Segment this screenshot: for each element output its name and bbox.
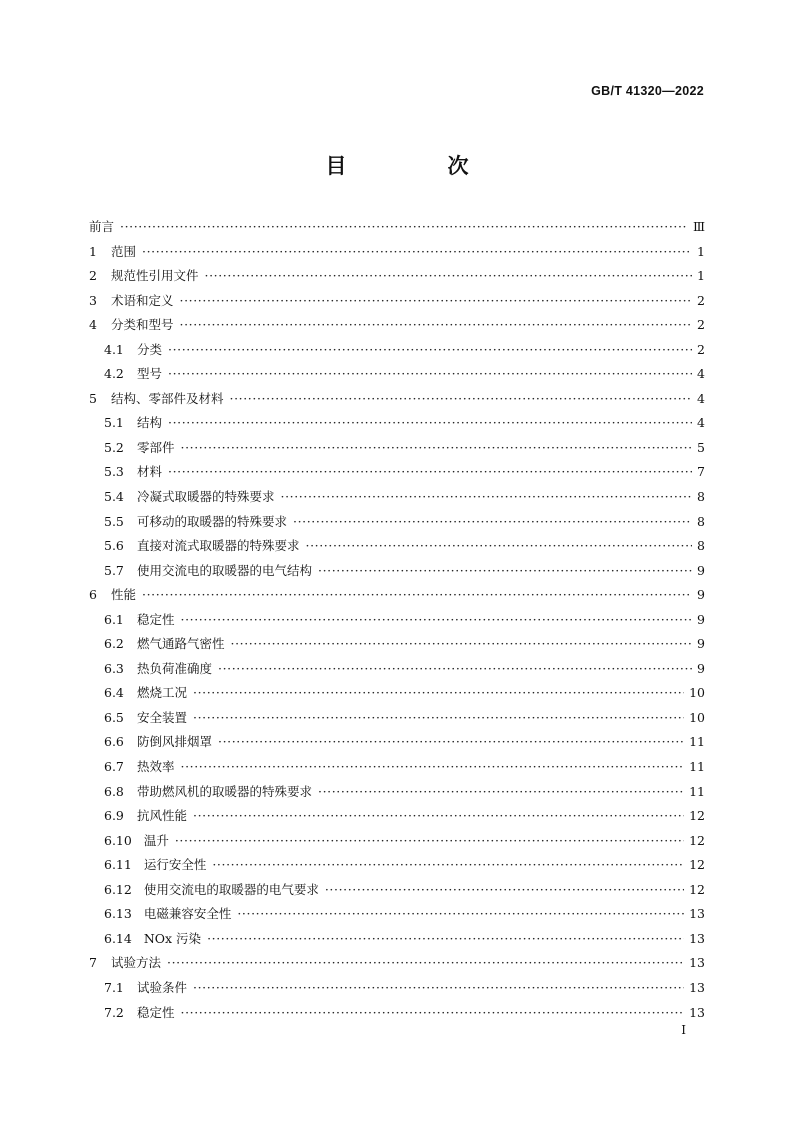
toc-dot-leader bbox=[207, 927, 684, 952]
toc-entry-label: 结构、零部件及材料 bbox=[111, 390, 224, 406]
toc-entry[interactable] bbox=[89, 264, 705, 289]
toc-entry-page: 8 bbox=[697, 538, 705, 554]
toc-entry-label: 冷凝式取暖器的特殊要求 bbox=[137, 489, 275, 505]
toc-entry-number: 2 bbox=[89, 268, 97, 284]
toc-entry-number: 5.5 bbox=[104, 513, 124, 529]
table-of-contents bbox=[89, 215, 705, 1025]
toc-dot-leader bbox=[181, 1001, 685, 1026]
toc-entry-page: 13 bbox=[689, 1004, 705, 1020]
toc-dot-leader bbox=[318, 559, 692, 584]
toc-entry-label: 带助燃风机的取暖器的特殊要求 bbox=[137, 783, 313, 799]
toc-entry[interactable] bbox=[89, 951, 705, 976]
toc-entry-label: 前言 bbox=[89, 219, 115, 234]
toc-entry-label: 术语和定义 bbox=[111, 292, 174, 308]
toc-entry[interactable] bbox=[89, 1001, 705, 1026]
toc-entry-page: 8 bbox=[697, 489, 705, 505]
toc-entry-number: 6.2 bbox=[104, 636, 124, 652]
toc-entry[interactable] bbox=[89, 510, 705, 535]
toc-entry-page: 13 bbox=[689, 979, 705, 995]
toc-dot-leader bbox=[231, 632, 692, 657]
toc-entry-page: 12 bbox=[689, 832, 705, 848]
toc-entry[interactable] bbox=[89, 559, 705, 584]
toc-entry-label: 范围 bbox=[111, 243, 137, 259]
toc-entry-number: 5.6 bbox=[104, 538, 124, 554]
toc-entry-number: 6.6 bbox=[104, 734, 124, 750]
toc-entry-number: 6.9 bbox=[104, 808, 124, 824]
toc-entry[interactable] bbox=[89, 657, 705, 682]
toc-entry-label: 燃烧工况 bbox=[137, 685, 188, 701]
toc-entry-label: 热负荷准确度 bbox=[137, 660, 213, 676]
toc-entry[interactable] bbox=[89, 362, 705, 387]
toc-dot-leader bbox=[181, 608, 692, 633]
toc-entry-number: 6 bbox=[89, 587, 97, 603]
toc-entry-page: 11 bbox=[689, 783, 705, 799]
toc-entry[interactable] bbox=[89, 902, 705, 927]
toc-entry[interactable] bbox=[89, 706, 705, 731]
toc-entry-label: NOx 污染 bbox=[143, 930, 202, 946]
toc-entry[interactable] bbox=[89, 730, 705, 755]
toc-dot-leader bbox=[193, 804, 684, 829]
toc-entry-page: 1 bbox=[697, 243, 705, 259]
toc-entry-label: 试验方法 bbox=[111, 955, 162, 971]
toc-dot-leader bbox=[281, 485, 692, 510]
toc-entry-page: 5 bbox=[697, 439, 705, 455]
toc-dot-leader bbox=[218, 730, 684, 755]
toc-entry-number: 6.12 bbox=[104, 881, 132, 897]
toc-entry-label: 分类和型号 bbox=[111, 317, 174, 333]
toc-entry[interactable] bbox=[89, 755, 705, 780]
toc-entry-number: 5.7 bbox=[104, 562, 124, 578]
toc-entry-number: 4.1 bbox=[104, 341, 124, 357]
toc-entry-page: 11 bbox=[689, 734, 705, 750]
toc-entry-number: 6.11 bbox=[104, 857, 132, 873]
toc-entry-label: 材料 bbox=[137, 464, 163, 480]
toc-entry-label: 电磁兼容安全性 bbox=[143, 906, 232, 922]
toc-dot-leader bbox=[193, 706, 684, 731]
footer-page-number: Ⅰ bbox=[681, 1023, 686, 1037]
toc-entry-page: 2 bbox=[697, 292, 705, 308]
toc-entry[interactable] bbox=[89, 387, 705, 412]
toc-entry-number: 6.8 bbox=[104, 783, 124, 799]
toc-dot-leader bbox=[168, 338, 692, 363]
toc-dot-leader bbox=[325, 878, 684, 903]
toc-entry[interactable] bbox=[89, 240, 705, 265]
page-title: 目 次 bbox=[325, 153, 509, 178]
toc-entry-label: 温升 bbox=[143, 832, 169, 848]
standard-code: GB/T 41320—2022 bbox=[591, 84, 704, 98]
toc-entry-label: 稳定性 bbox=[137, 1004, 175, 1020]
toc-dot-leader bbox=[142, 583, 692, 608]
toc-entry-number: 4.2 bbox=[104, 366, 124, 382]
toc-dot-leader bbox=[218, 657, 692, 682]
toc-entry-label: 结构 bbox=[137, 415, 163, 431]
toc-entry[interactable] bbox=[89, 804, 705, 829]
toc-entry-label: 型号 bbox=[137, 366, 163, 382]
toc-dot-leader bbox=[205, 264, 692, 289]
toc-entry-page: 9 bbox=[697, 636, 705, 652]
toc-entry-number: 5 bbox=[89, 390, 97, 406]
toc-entry[interactable] bbox=[89, 411, 705, 436]
toc-entry-number: 5.2 bbox=[104, 439, 124, 455]
toc-entry-label: 直接对流式取暖器的特殊要求 bbox=[137, 538, 300, 554]
toc-dot-leader bbox=[168, 460, 692, 485]
toc-entry-number: 7.1 bbox=[104, 979, 124, 995]
toc-entry-page: 1 bbox=[697, 268, 705, 284]
toc-entry-label: 稳定性 bbox=[137, 611, 175, 627]
toc-entry-page: 7 bbox=[697, 464, 705, 480]
toc-entry-page: 2 bbox=[697, 317, 705, 333]
toc-entry-number: 6.5 bbox=[104, 709, 124, 725]
toc-entry[interactable] bbox=[89, 853, 705, 878]
toc-entry-page: 2 bbox=[697, 341, 705, 357]
toc-entry-label: 防倒风排烟罩 bbox=[137, 734, 213, 750]
toc-entry-page: 9 bbox=[697, 562, 705, 578]
toc-entry[interactable] bbox=[89, 780, 705, 805]
toc-entry-page: 12 bbox=[689, 881, 705, 897]
toc-entry[interactable] bbox=[89, 927, 705, 952]
toc-entry-label: 运行安全性 bbox=[143, 857, 207, 873]
toc-entry[interactable] bbox=[89, 485, 705, 510]
toc-entry-page: 4 bbox=[697, 366, 705, 382]
toc-entry[interactable] bbox=[89, 289, 705, 314]
toc-entry-page: 13 bbox=[689, 906, 705, 922]
toc-entry-label: 性能 bbox=[111, 587, 137, 603]
toc-entry-number: 4 bbox=[89, 317, 97, 333]
toc-entry-page: 12 bbox=[689, 857, 705, 873]
toc-entry-page: 8 bbox=[697, 513, 705, 529]
toc-dot-leader bbox=[168, 411, 692, 436]
toc-entry-label: 分类 bbox=[137, 341, 163, 357]
toc-entry-label: 零部件 bbox=[137, 439, 175, 455]
toc-entry-number: 1 bbox=[89, 243, 97, 259]
toc-dot-leader bbox=[167, 951, 684, 976]
toc-entry[interactable] bbox=[89, 338, 705, 363]
toc-entry-number: 3 bbox=[89, 292, 97, 308]
toc-dot-leader bbox=[318, 780, 684, 805]
toc-entry[interactable] bbox=[89, 976, 705, 1001]
toc-entry[interactable] bbox=[89, 215, 705, 240]
toc-entry-number: 6.10 bbox=[104, 832, 132, 848]
toc-entry-number: 6.3 bbox=[104, 660, 124, 676]
toc-dot-leader bbox=[293, 510, 692, 535]
toc-entry[interactable] bbox=[89, 460, 705, 485]
toc-dot-leader bbox=[193, 976, 684, 1001]
toc-dot-leader bbox=[142, 240, 692, 265]
toc-entry-number: 5.3 bbox=[104, 464, 124, 480]
toc-entry-page: Ⅲ bbox=[692, 219, 705, 234]
toc-entry-label: 使用交流电的取暖器的电气结构 bbox=[137, 562, 313, 578]
toc-entry-page: 4 bbox=[697, 390, 705, 406]
toc-entry-page: 13 bbox=[689, 955, 705, 971]
toc-entry-number: 6.4 bbox=[104, 685, 124, 701]
toc-entry-label: 安全装置 bbox=[137, 709, 188, 725]
toc-dot-leader bbox=[180, 313, 692, 338]
toc-entry[interactable] bbox=[89, 632, 705, 657]
toc-dot-leader bbox=[168, 362, 692, 387]
toc-entry[interactable] bbox=[89, 878, 705, 903]
toc-entry[interactable] bbox=[89, 829, 705, 854]
toc-entry-page: 9 bbox=[697, 660, 705, 676]
toc-entry[interactable] bbox=[89, 436, 705, 461]
toc-dot-leader bbox=[180, 289, 692, 314]
toc-entry-number: 5.1 bbox=[104, 415, 124, 431]
toc-dot-leader bbox=[193, 681, 684, 706]
toc-dot-leader bbox=[120, 215, 688, 240]
toc-entry-page: 4 bbox=[697, 415, 705, 431]
toc-dot-leader bbox=[181, 755, 685, 780]
toc-entry-page: 10 bbox=[689, 685, 705, 701]
toc-entry[interactable] bbox=[89, 608, 705, 633]
toc-entry-number: 5.4 bbox=[104, 489, 124, 505]
toc-entry-number: 7 bbox=[89, 955, 97, 971]
toc-dot-leader bbox=[230, 387, 692, 412]
toc-entry-number: 6.13 bbox=[104, 906, 132, 922]
toc-entry-label: 燃气通路气密性 bbox=[137, 636, 225, 652]
toc-entry-label: 使用交流电的取暖器的电气要求 bbox=[143, 881, 319, 897]
toc-entry-page: 9 bbox=[697, 587, 705, 603]
toc-dot-leader bbox=[181, 436, 692, 461]
toc-entry-label: 热效率 bbox=[137, 759, 175, 775]
toc-entry-number: 6.7 bbox=[104, 759, 124, 775]
toc-dot-leader bbox=[212, 853, 684, 878]
toc-entry-number: 6.14 bbox=[104, 930, 132, 946]
toc-dot-leader bbox=[237, 902, 684, 927]
toc-entry-page: 12 bbox=[689, 808, 705, 824]
toc-entry-page: 9 bbox=[697, 611, 705, 627]
toc-entry-page: 10 bbox=[689, 709, 705, 725]
toc-entry-label: 可移动的取暖器的特殊要求 bbox=[137, 513, 288, 529]
toc-entry-page: 11 bbox=[689, 759, 705, 775]
toc-entry-number: 7.2 bbox=[104, 1004, 124, 1020]
toc-entry-number: 6.1 bbox=[104, 611, 124, 627]
toc-dot-leader bbox=[175, 829, 684, 854]
toc-entry-label: 试验条件 bbox=[137, 979, 188, 995]
toc-entry[interactable] bbox=[89, 583, 705, 608]
toc-entry[interactable] bbox=[89, 534, 705, 559]
toc-entry-page: 13 bbox=[689, 930, 705, 946]
toc-entry[interactable] bbox=[89, 313, 705, 338]
toc-entry[interactable] bbox=[89, 681, 705, 706]
toc-entry-label: 抗风性能 bbox=[137, 808, 188, 824]
toc-entry-label: 规范性引用文件 bbox=[111, 268, 199, 284]
toc-dot-leader bbox=[306, 534, 692, 559]
